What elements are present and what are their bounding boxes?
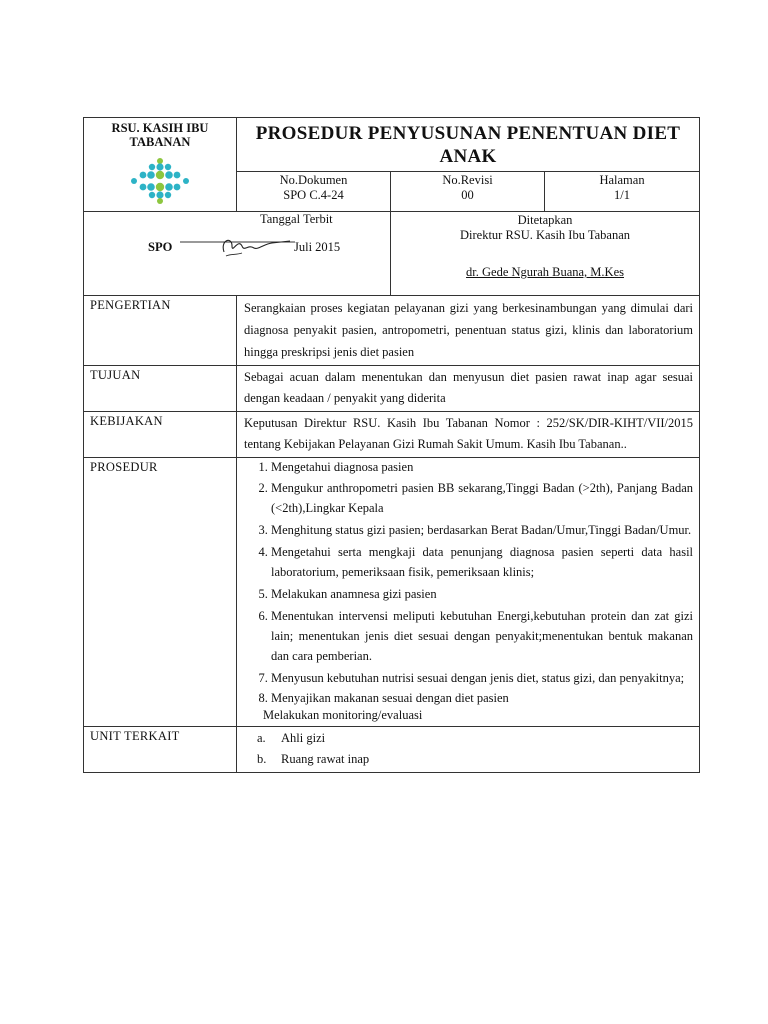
doc-number-label: No.Dokumen	[279, 173, 348, 187]
logo-dot	[140, 184, 147, 191]
doc-number-value: SPO C.4-24	[283, 188, 344, 202]
unit-terkait-content	[237, 727, 700, 773]
revision-value: 00	[461, 188, 474, 202]
logo-dot	[157, 158, 163, 164]
logo-dot	[156, 191, 163, 198]
sop-table	[83, 117, 700, 773]
approved-role: Direktur RSU. Kasih Ibu Tabanan	[459, 228, 631, 242]
sop-document	[83, 117, 699, 773]
doc-number-cell	[237, 172, 391, 212]
logo-dot	[157, 198, 163, 204]
approved-name: dr. Gede Ngurah Buana, M.Kes	[466, 265, 624, 279]
approved-label: Ditetapkan	[517, 213, 573, 227]
unit-text: Ruang rawat inap	[281, 752, 370, 766]
logo-dot	[156, 183, 164, 191]
pengertian-label: PENGERTIAN	[84, 296, 237, 366]
unit-list	[257, 728, 693, 770]
logo-dot	[149, 164, 155, 170]
logo-dot	[131, 178, 137, 184]
kebijakan-text: Keputusan Direktur RSU. Kasih Ibu Tabanan Nomor : 252/SK/DIR-KIHT/VII/2015 tentang Kebijakan Pelayanan Gizi Rumah Sakit Umum. Kasih Ibu Tabanan..	[237, 412, 700, 458]
logo-dot	[183, 178, 189, 184]
issue-date-label: Tanggal Terbit	[260, 212, 333, 226]
logo-dot	[165, 164, 171, 170]
signature-icon	[180, 234, 300, 260]
unit-marker: a.	[257, 731, 266, 745]
procedure-step-5: 5. Melakukan anamnesa gizi pasien	[271, 584, 693, 604]
unit-text: Ahli gizi	[281, 731, 326, 745]
logo-dot	[156, 171, 164, 179]
issue-cell	[84, 212, 391, 296]
logo-dot	[147, 183, 155, 191]
logo-dot	[174, 184, 181, 191]
unit-terkait-label: UNIT TERKAIT	[84, 727, 237, 773]
prosedur-content	[237, 458, 700, 727]
logo-dot	[149, 192, 155, 198]
procedure-step-8: 8. Menyajikan makanan sesuai dengan diet pasien	[271, 690, 693, 707]
prosedur-label: PROSEDUR	[84, 458, 237, 727]
procedure-steps	[241, 459, 693, 707]
logo-dot	[165, 171, 173, 179]
logo-dot	[140, 172, 147, 179]
logo-dot	[174, 172, 181, 179]
issue-date: Juli 2015	[294, 240, 341, 254]
title-cell	[237, 118, 700, 172]
tujuan-label: TUJUAN	[84, 366, 237, 412]
document-title: PROSEDUR PENYUSUNAN PENENTUAN DIET ANAK	[255, 123, 681, 167]
pengertian-text: Serangkaian proses kegiatan pelayanan gizi yang berkesinambungan yang dimulai dari diagnosa penyakit pasien, antropometri, penentuan status gizi, klinis dan laboratorium hingga preskripsi jenis diet pasien	[237, 296, 700, 366]
procedure-step-1: 1. Mengetahui diagnosa pasien	[271, 459, 693, 476]
kebijakan-label: KEBIJAKAN	[84, 412, 237, 458]
page-label: Halaman	[599, 173, 645, 187]
page-value: 1/1	[614, 188, 630, 202]
revision-label: No.Revisi	[442, 173, 493, 187]
spo-label: SPO	[148, 240, 173, 254]
hospital-cell	[84, 118, 237, 212]
tujuan-text: Sebagai acuan dalam menentukan dan menyusun diet pasien rawat inap agar sesuai dengan keadaan / penyakit yang diderita	[237, 366, 700, 412]
procedure-step-7: 7. Menyusun kebutuhan nutrisi sesuai dengan jenis diet, status gizi, dan penyakitnya;	[271, 668, 693, 688]
hospital-name: RSU. KASIH IBU TABANAN	[111, 121, 209, 149]
procedure-step-2: 2. Mengukur anthropometri pasien BB sekarang,Tinggi Badan (>2th), Panjang Badan (<2th),Lingkar Kepala	[271, 478, 693, 518]
unit-item	[257, 728, 693, 749]
approval-cell	[391, 212, 700, 296]
procedure-step-3: 3. Menghitung status gizi pasien; berdasarkan Berat Badan/Umur,Tinggi Badan/Umur.	[271, 520, 693, 540]
unit-item	[257, 749, 693, 770]
page-cell	[545, 172, 700, 212]
logo-dot	[165, 192, 171, 198]
procedure-extra: Melakukan monitoring/evaluasi	[263, 708, 423, 722]
revision-cell	[391, 172, 545, 212]
unit-marker: b.	[257, 752, 267, 766]
hospital-logo-icon	[121, 157, 199, 205]
logo-dot	[156, 163, 163, 170]
procedure-step-6: 6. Menentukan intervensi meliputi kebutuhan Energi,kebutuhan protein dan zat gizi lain; menentukan jenis diet sesuai dengan penyakit;menentukan bentuk makanan dan cara pemberian.	[271, 606, 693, 666]
logo-dot	[165, 183, 173, 191]
logo-dot	[147, 171, 155, 179]
procedure-step-4: 4. Mengetahui serta mengkaji data penunjang diagnosa pasien seperti data hasil laboratorium, pemeriksaan fisik, pemeriksaan klinis;	[271, 542, 693, 582]
